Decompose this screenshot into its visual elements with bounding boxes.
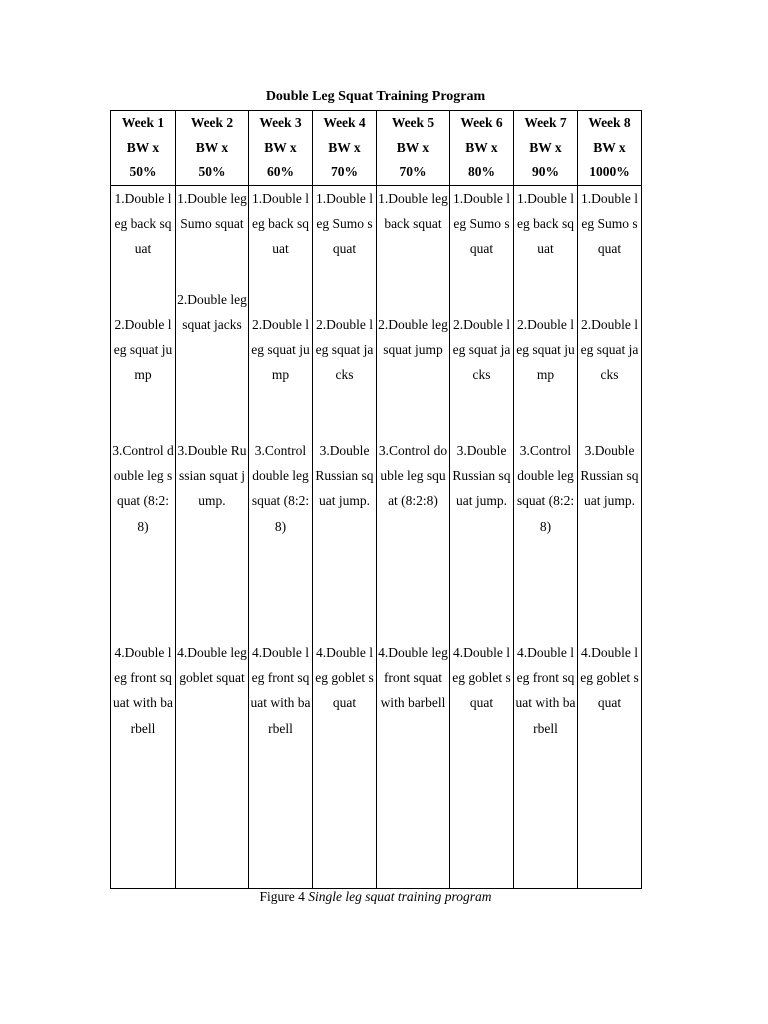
header-week-4 <box>313 111 377 186</box>
exercise-3: 3.Control double leg squat (8:2:8) <box>251 443 310 534</box>
exercise-4: 4.Double leg goblet squat <box>580 645 639 711</box>
exercise-3: 3.Double Russian squat jump. <box>315 443 374 509</box>
exercise-1: 1.Double leg Sumo squat <box>177 191 247 232</box>
exercise-4: 4.Double leg goblet squat <box>452 645 511 711</box>
bw-label: BW x <box>593 139 626 155</box>
exercise-2: 2.Double leg squat jump <box>516 317 575 383</box>
week-label: Week 4 <box>323 115 366 130</box>
exercise-4: 4.Double leg front squat with barbell <box>378 645 448 711</box>
bw-label: BW x <box>529 139 562 155</box>
week-label: Week 1 <box>121 115 165 130</box>
week-4-exercises <box>313 186 377 889</box>
exercise-4: 4.Double leg goblet squat <box>315 645 374 711</box>
exercise-2: 2.Double leg squat jump <box>251 317 310 383</box>
percent-label: 70% <box>399 164 427 179</box>
week-2-exercises <box>176 186 249 889</box>
week-label: Week 2 <box>190 115 234 130</box>
week-8-exercises <box>578 186 642 889</box>
exercise-row <box>111 186 642 889</box>
percent-label: 60% <box>267 164 294 179</box>
header-week-3 <box>249 111 313 186</box>
exercise-2: 2.Double leg squat jacks <box>315 317 374 383</box>
exercise-3: 3.Control double leg squat (8:2:8) <box>516 443 575 534</box>
week-label: Week 5 <box>391 115 435 130</box>
week-5-exercises <box>377 186 450 889</box>
percent-label: 50% <box>198 164 226 179</box>
week-label: Week 3 <box>259 115 302 130</box>
exercise-3: 3.Double Russian squat jump. <box>452 443 511 509</box>
figure-caption <box>110 888 641 906</box>
caption-text: Single leg squat training program <box>308 889 492 904</box>
week-7-exercises <box>514 186 578 889</box>
bw-label: BW x <box>465 139 498 155</box>
percent-label: 70% <box>331 164 358 179</box>
header-week-8 <box>578 111 642 186</box>
percent-label: 1000% <box>589 164 630 179</box>
table-header <box>111 111 642 186</box>
header-week-2 <box>176 111 249 186</box>
percent-label: 80% <box>468 164 495 179</box>
bw-label: BW x <box>195 139 229 155</box>
exercise-1: 1.Double leg back squat <box>378 191 448 232</box>
bw-label: BW x <box>126 139 160 155</box>
week-3-exercises <box>249 186 313 889</box>
exercise-1: 1.Double leg Sumo squat <box>581 191 638 257</box>
exercise-2: 2.Double leg squat jacks <box>177 292 247 333</box>
week-label: Week 7 <box>524 115 567 130</box>
header-week-7 <box>514 111 578 186</box>
exercise-3: 3.Control double leg squat (8:2:8) <box>112 443 174 534</box>
header-row <box>111 111 642 186</box>
exercise-4: 4.Double leg goblet squat <box>177 645 247 686</box>
exercise-4: 4.Double leg front squat with barbell <box>515 645 576 736</box>
week-label: Week 8 <box>588 115 631 130</box>
exercise-2: 2.Double leg squat jump <box>113 317 173 383</box>
header-week-1 <box>111 111 176 186</box>
bw-label: BW x <box>396 139 430 155</box>
bw-label: BW x <box>328 139 361 155</box>
caption-label: Figure 4 <box>259 889 305 904</box>
exercise-3: 3.Double Russian squat jump. <box>580 443 639 509</box>
exercise-1: 1.Double leg Sumo squat <box>316 191 373 257</box>
program-title: Double Leg Squat Training Program <box>265 89 486 104</box>
exercise-4: 4.Double leg front squat with barbell <box>113 645 173 736</box>
exercise-3: 3.Double Russian squat jump. <box>177 443 247 509</box>
week-1-exercises <box>111 186 176 889</box>
header-week-5 <box>377 111 450 186</box>
exercise-1: 1.Double leg back squat <box>517 191 574 257</box>
percent-label: 50% <box>129 164 157 179</box>
exercise-1: 1.Double leg back squat <box>252 191 309 257</box>
training-program-table <box>110 110 642 889</box>
exercise-1: 1.Double leg back squat <box>114 191 172 257</box>
exercise-4: 4.Double leg front squat with barbell <box>250 645 311 736</box>
exercise-1: 1.Double leg Sumo squat <box>453 191 510 257</box>
header-week-6 <box>450 111 514 186</box>
exercise-2: 2.Double leg squat jacks <box>452 317 511 383</box>
week-label: Week 6 <box>460 115 503 130</box>
exercise-3: 3.Control double leg squat (8:2:8) <box>378 443 448 509</box>
bw-label: BW x <box>264 139 297 155</box>
exercise-2: 2.Double leg squat jacks <box>580 317 639 383</box>
week-6-exercises <box>450 186 514 889</box>
table-body <box>111 186 642 889</box>
percent-label: 90% <box>532 164 559 179</box>
exercise-2: 2.Double leg squat jump <box>378 317 448 358</box>
